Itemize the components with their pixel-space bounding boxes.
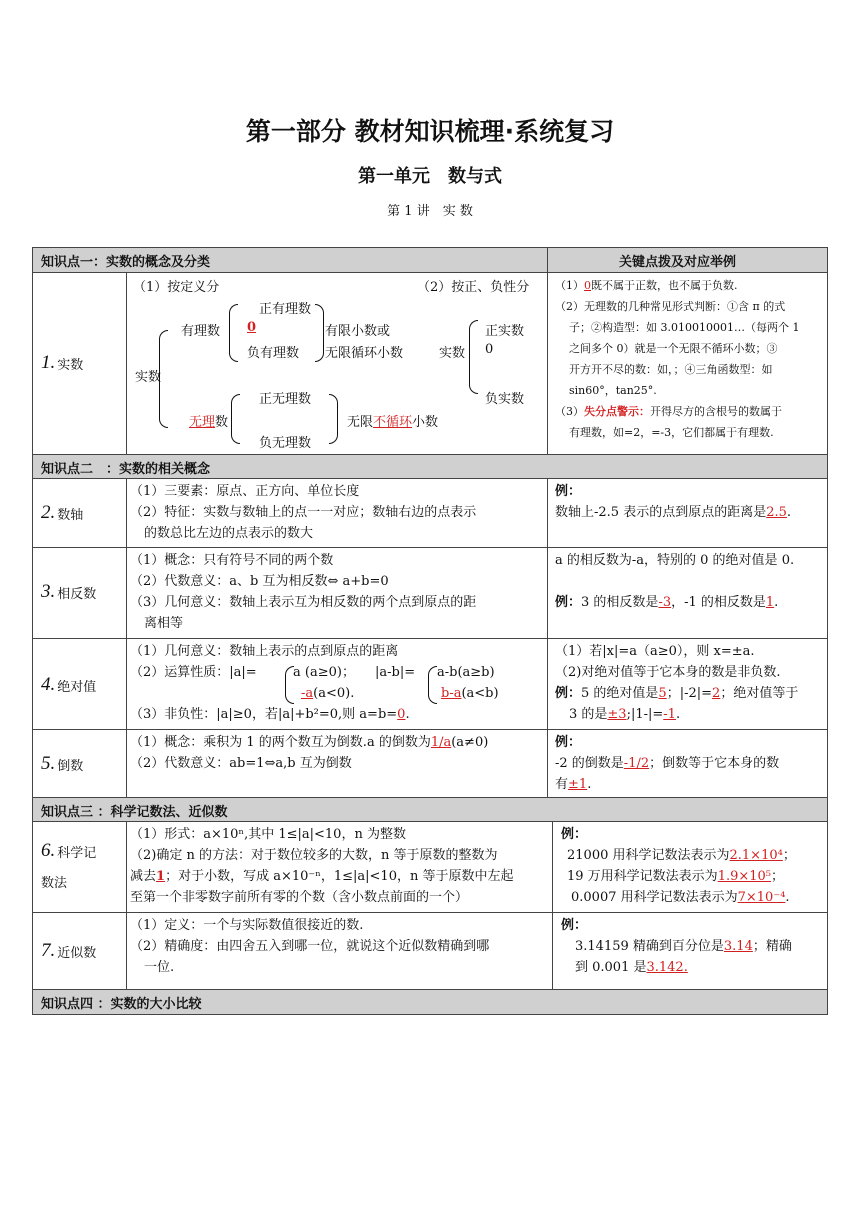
section-4-title: 知识点四 ：实数的大小比较: [41, 997, 202, 1012]
negative-irrational: 负无理数: [259, 436, 312, 451]
section-3-header: [33, 798, 827, 821]
positive-irrational: 正无理数: [259, 392, 312, 407]
sign-brace: [469, 320, 478, 394]
section-3-title: 知识点三 ：科学记数法、近似数: [41, 805, 228, 820]
row-5-label: 5. 倒数: [41, 753, 84, 774]
abs-case-1: a (a≥0)；: [293, 665, 355, 680]
row-3-example: a 的相反数为-a，特别的 0 的绝对值是 0. 例：3 的相反数是-3，-1 的相反数是1.: [555, 553, 795, 610]
page-title: 第一部分 教材知识梳理·系统复习: [245, 117, 615, 146]
abs-diff-case-2: b-a(a<b): [441, 686, 499, 701]
irrational-right-brace: [329, 394, 338, 444]
positive-real: 正实数: [485, 324, 525, 339]
row-3-label: 3. 相反数: [41, 581, 97, 602]
row-1-label: [41, 352, 83, 374]
abs-case-2: -a(a<0).: [301, 686, 355, 701]
row-1-tips: （1）0既不属于正数，也不属于负数. （2）无理数的几种常见形式判断：①含 π 的式 子；②构造型：如 3.010010001…（每两个 1 之间多个 0）就是一个无限不循环小数；③ 开方开不尽的数：如，；④三角函数型：如 sin60°，tan25°. （3）失分点警示：开得尽方的含根号的数属于 有理数，如=2，=-3，它们都属于有理数.: [555, 279, 800, 439]
row-1-name: 实数: [57, 357, 84, 373]
rational-brace: [229, 304, 238, 362]
positive-rational: 正有理数: [259, 302, 312, 317]
row-5-example: 例： -2 的倒数是-1/2；倒数等于它本身的数 有±1.: [555, 735, 780, 792]
section-2-header: [33, 455, 827, 478]
row-4-content: （1）几何意义：数轴上表示的点到原点的距离 （3）非负性：|a|≥0，若|a|+b²=0,则 a=b=0.: [130, 644, 410, 722]
zero-real: 0: [485, 342, 494, 357]
row-5-content: （1）概念：乘积为 1 的两个数互为倒数.a 的倒数为1/a(a≠0) （2）代数意义：ab=1⇔a,b 互为倒数: [130, 735, 489, 771]
row-4-example: （1）若|x|=a（a≥0），则 x=±a. （2)对绝对值等于它本身的数是非负数. 例：5 的绝对值是5；|-2|=2；绝对值等于 3 的是±3;|1-|=-1.: [555, 644, 799, 722]
non-repeating-decimal-label: 无限不循环小数: [347, 415, 439, 430]
irrational-number-label: 无理数: [189, 415, 229, 430]
row-7-label: 7. 近似数: [41, 940, 97, 961]
root-brace: [159, 330, 168, 428]
row-4-label: 4. 绝对值: [41, 674, 97, 695]
section-2-title: 知识点二 ：实数的相关概念: [41, 462, 211, 477]
row-1-number: 1.: [41, 352, 56, 373]
row-7-example: 例： 3.14159 精确到百分位是3.14；精确 到 0.001 是3.142.: [561, 918, 792, 975]
real-number-root-2: 实数: [439, 346, 466, 361]
by-sign-label: （2）按正、负性分: [417, 280, 530, 295]
abs-property-label: （2）运算性质：|a|=: [130, 665, 257, 680]
row-2-content: （1）三要素：原点、正方向、单位长度 （2）特征：实数与数轴上的点一一对应；数轴右边的点表示 的数总比左边的点表示的数大: [130, 484, 477, 541]
real-number-root: 实数: [135, 370, 162, 385]
rational-number-label: 有理数: [181, 324, 221, 339]
abs-diff-brace: [428, 666, 437, 704]
row-2-label: 2. 数轴: [41, 502, 84, 523]
negative-real: 负实数: [485, 392, 525, 407]
row-7-content: （1）定义：一个与实际数值很接近的数. （2）精确度：由四舍五入到哪一位，就说这个近似数精确到哪 一位.: [130, 918, 490, 975]
irrational-brace: [231, 394, 240, 444]
rational-right-brace: [315, 304, 324, 362]
zero-answer: 0: [247, 320, 257, 335]
unit-title: 第一单元 数与式: [358, 166, 502, 187]
section-1-header: [33, 248, 827, 272]
negative-rational: 负有理数: [247, 346, 300, 361]
row-2-example: 例： 数轴上-2.5 表示的点到原点的距离是2.5.: [555, 484, 792, 520]
row-3-content: （1）概念：只有符号不同的两个数 （2）代数意义：a、b 互为相反数⇔ a+b=0 （3）几何意义：数轴上表示互为相反数的两个点到原点的距 离相等: [130, 553, 477, 631]
section-4-header: [33, 990, 827, 1014]
row-6-label: 6. 科学记 数法: [41, 840, 97, 891]
by-definition-label: （1）按定义分: [133, 280, 220, 295]
row-6-content: （1）形式：a×10ⁿ,其中 1≤|a|<10，n 为整数 （2)确定 n 的方法：对于数位较多的大数，n 等于原数的整数为 减去1；对于小数，写成 a×10⁻ⁿ，1≤|a|<10，n 等于原数中左起 至第一个非零数字前所有零的个数（含小数点前面的一个）: [130, 827, 514, 905]
finite-decimal-label: 有限小数或: [325, 324, 391, 339]
abs-diff-label: |a-b|=: [375, 665, 416, 680]
repeating-decimal-label: 无限循环小数: [325, 346, 404, 361]
lesson-title: 第 1 讲 实 数: [387, 204, 473, 219]
tips-column-title: 关键点拨及对应举例: [619, 255, 737, 270]
abs-diff-case-1: a-b(a≥b): [437, 665, 495, 680]
knowledge-table: [32, 247, 828, 1015]
row-6-example: 例： 21000 用科学记数法表示为2.1×10⁴； 19 万用科学记数法表示为1.9×10⁵； 0.0007 用科学记数法表示为7×10⁻⁴.: [561, 827, 796, 905]
section-1-title: 知识点一：实数的概念及分类: [41, 255, 211, 270]
